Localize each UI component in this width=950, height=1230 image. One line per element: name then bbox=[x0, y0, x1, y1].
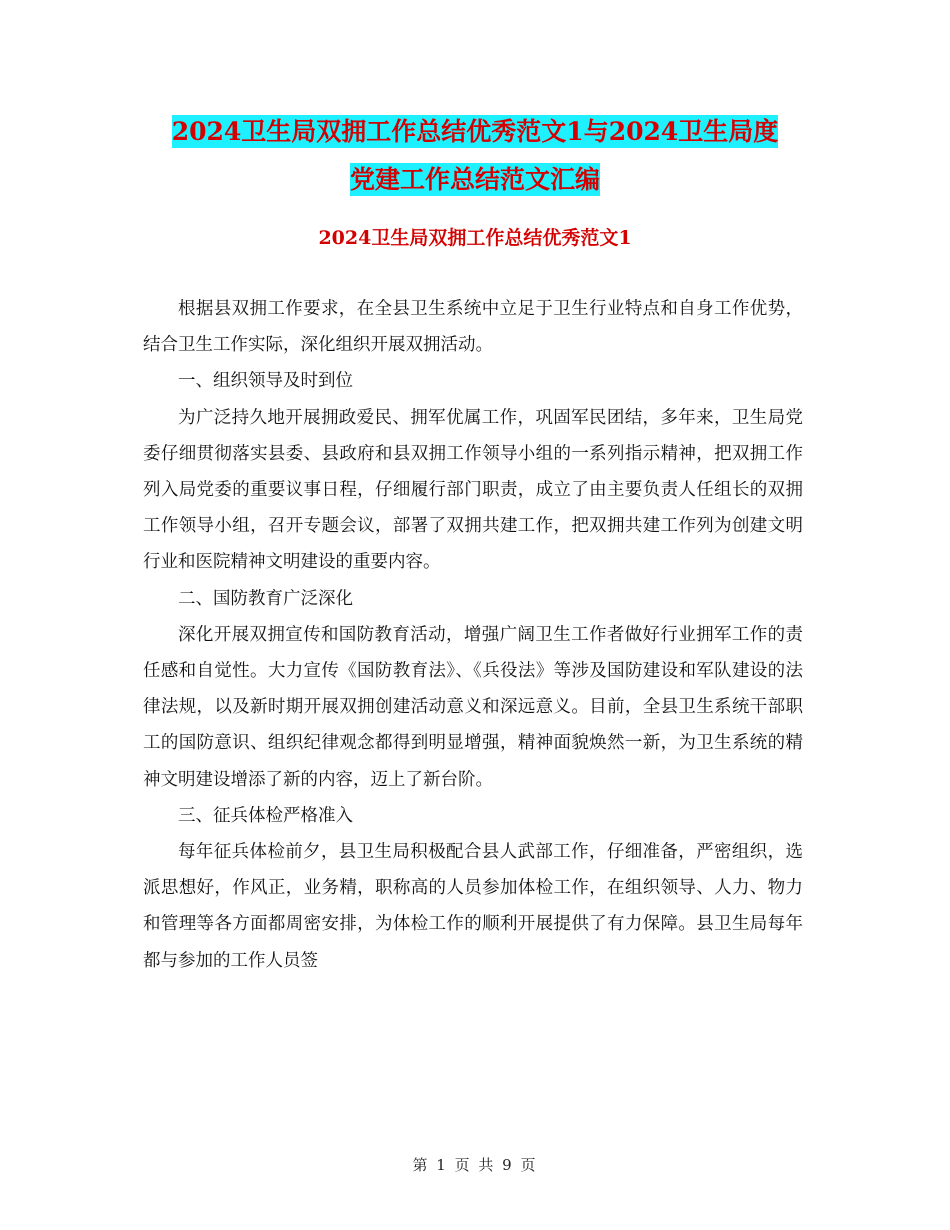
paragraph: 根据县双拥工作要求，在全县卫生系统中立足于卫生行业特点和自身工作优势，结合卫生工作实际，深化组织开展双拥活动。 bbox=[143, 299, 803, 356]
section-heading-3: 三、征兵体检严格准入 bbox=[178, 805, 353, 826]
document-body bbox=[143, 291, 803, 979]
section-heading-2: 二、国防教育广泛深化 bbox=[178, 588, 353, 609]
paragraph: 深化开展双拥宣传和国防教育活动，增强广阔卫生工作者做好行业拥军工作的责任感和自觉性。大力宣传《国防教育法》、《兵役法》等涉及国防建设和军队建设的法律法规，以及新时期开展双拥创建活动意义和深远意义。目前，全县卫生系统干部职工的国防意识、组织纪律观念都得到明显增强，精神面貌焕然一新，为卫生系统的精神文明建设增添了新的内容，迈上了新台阶。 bbox=[143, 624, 803, 790]
section-heading: 2024卫生局双拥工作总结优秀范文1 bbox=[318, 227, 632, 249]
paragraph: 为广泛持久地开展拥政爱民、拥军优属工作，巩固军民团结，多年来，卫生局党委仔细贯彻落实县委、县政府和县双拥工作领导小组的一系列指示精神，把双拥工作列入局党委的重要议事日程，仔细履行部门职责，成立了由主要负责人任组长的双拥工作领导小组，召开专题会议，部署了双拥共建工作，把双拥共建工作列为创建文明行业和医院精神文明建设的重要内容。 bbox=[143, 407, 803, 573]
page-number-footer: 第 1 页 共 9 页 bbox=[412, 1156, 538, 1174]
document-title-line-1: 2024卫生局双拥工作总结优秀范文1与2024卫生局度 bbox=[171, 117, 779, 146]
document-title-line-2: 党建工作总结范文汇编 bbox=[349, 165, 600, 194]
paragraph: 每年征兵体检前夕，县卫生局积极配合县人武部工作，仔细准备，严密组织，选派思想好，作风正，业务精，职称高的人员参加体检工作，在组织领导、人力、物力和管理等各方面都周密安排，为体检工作的顺利开展提供了有力保障。县卫生局每年都与参加的工作人员签 bbox=[143, 842, 803, 971]
document-title bbox=[0, 108, 950, 204]
section-heading-1: 一、组织领导及时到位 bbox=[178, 371, 353, 392]
